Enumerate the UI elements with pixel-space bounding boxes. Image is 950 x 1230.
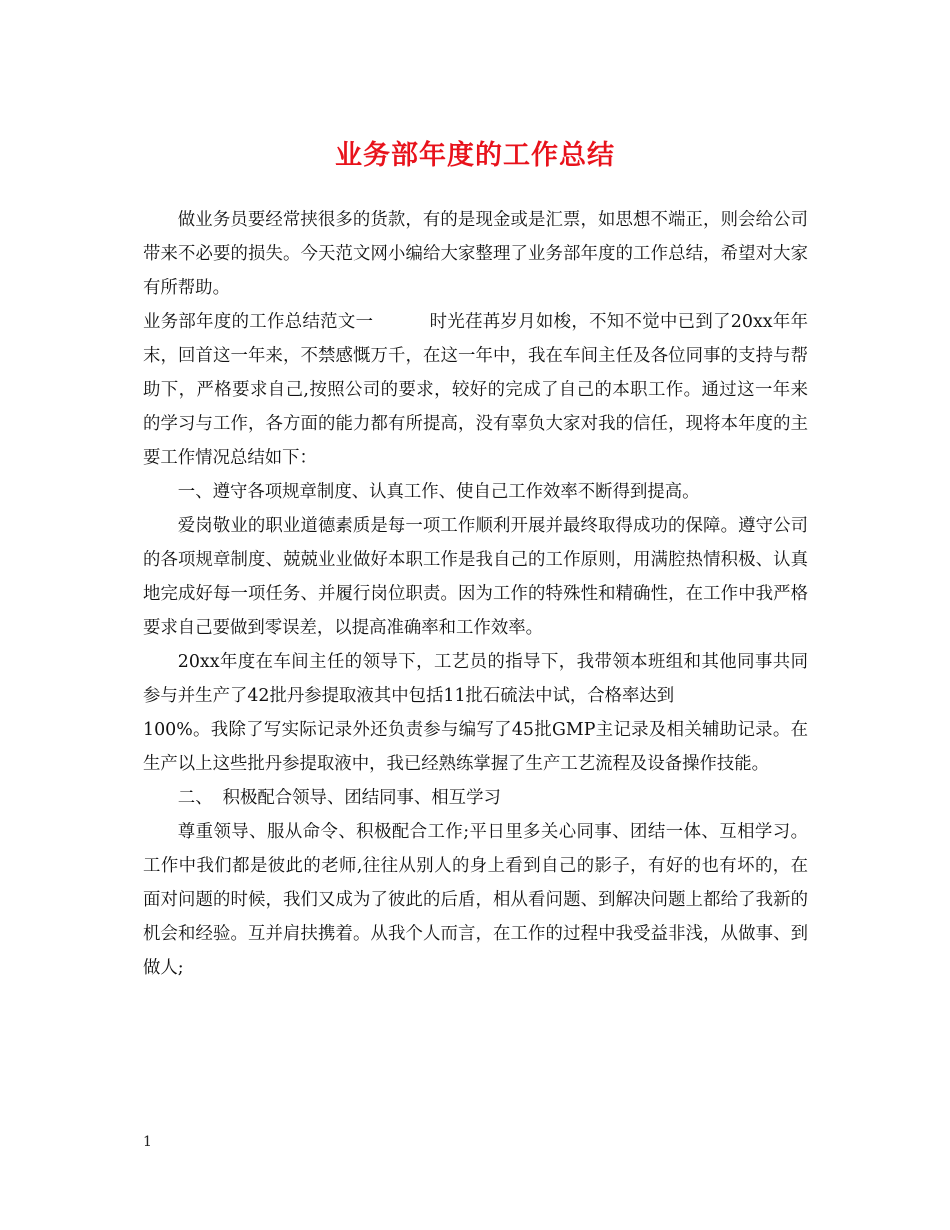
section-one-paragraph-1: 爱岗敬业的职业道德素质是每一项工作顺利开展并最终取得成功的保障。遵守公司的各项规章制度、兢兢业业做好本职工作是我自己的工作原则，用满腔热情积极、认真地完成好每一项任务、并履行岗位职责。因为工作的特殊性和精确性，在工作中我严格要求自己要做到零误差，以提高准确率和工作效率。 [143, 516, 808, 638]
section-two-paragraph-1: 尊重领导、服从命令、积极配合工作;平日里多关心同事、团结一体、互相学习。工作中我们都是彼此的老师,往往从别人的身上看到自己的影子，有好的也有坏的，在面对问题的时候，我们又成为了彼此的后盾，相从看问题、到解决问题上都给了我新的机会和经验。互并肩扶携着。从我个人而言，在工作的过程中我受益非浅，从做事、到做人; [143, 822, 808, 978]
section-two-number: 二、 [177, 788, 213, 808]
section-one-paragraph-3: 100%。我除了写实际记录外还负责参与编写了45批GMP主记录及相关辅助记录。在生产以上这些批丹参提取液中，我已经熟练掌握了生产工艺流程及设备操作技能。 [143, 720, 808, 774]
sample-paragraph [143, 305, 808, 475]
section-two-title: 积极配合领导、团结同事、相互学习 [222, 788, 501, 808]
page-number: 1 [143, 1134, 152, 1150]
section-one-paragraph-2: 20xx年度在车间主任的领导下，工艺员的指导下，我带领本班组和其他同事共同参与并生产了42批丹参提取液其中包括11批石硫法中试，合格率达到 [143, 652, 808, 706]
sample-text: 时光荏苒岁月如梭，不知不觉中已到了20xx年年末，回首这一年来，不禁感慨万千，在这一年中，我在车间主任及各位同事的支持与帮助下，严格要求自己,按照公司的要求，较好的完成了自己的本职工作。通过这一年来的学习与工作，各方面的能力都有所提高，没有辜负大家对我的信任，现将本年度的主要工作情况总结如下： [143, 312, 808, 468]
document-title: 业务部年度的工作总结 [335, 140, 615, 171]
intro-paragraph: 做业务员要经常挟很多的货款，有的是现金或是汇票，如思想不端正，则会给公司带来不必要的损失。今天范文网小编给大家整理了业务部年度的工作总结，希望对大家有所帮助。 [143, 210, 808, 298]
section-one-heading: 一、遵守各项规章制度、认真工作、使自己工作效率不断得到提高。 [177, 482, 700, 502]
sample-heading: 业务部年度的工作总结范文一 [143, 312, 374, 332]
document-body [143, 203, 808, 985]
section-two-heading [143, 781, 808, 815]
